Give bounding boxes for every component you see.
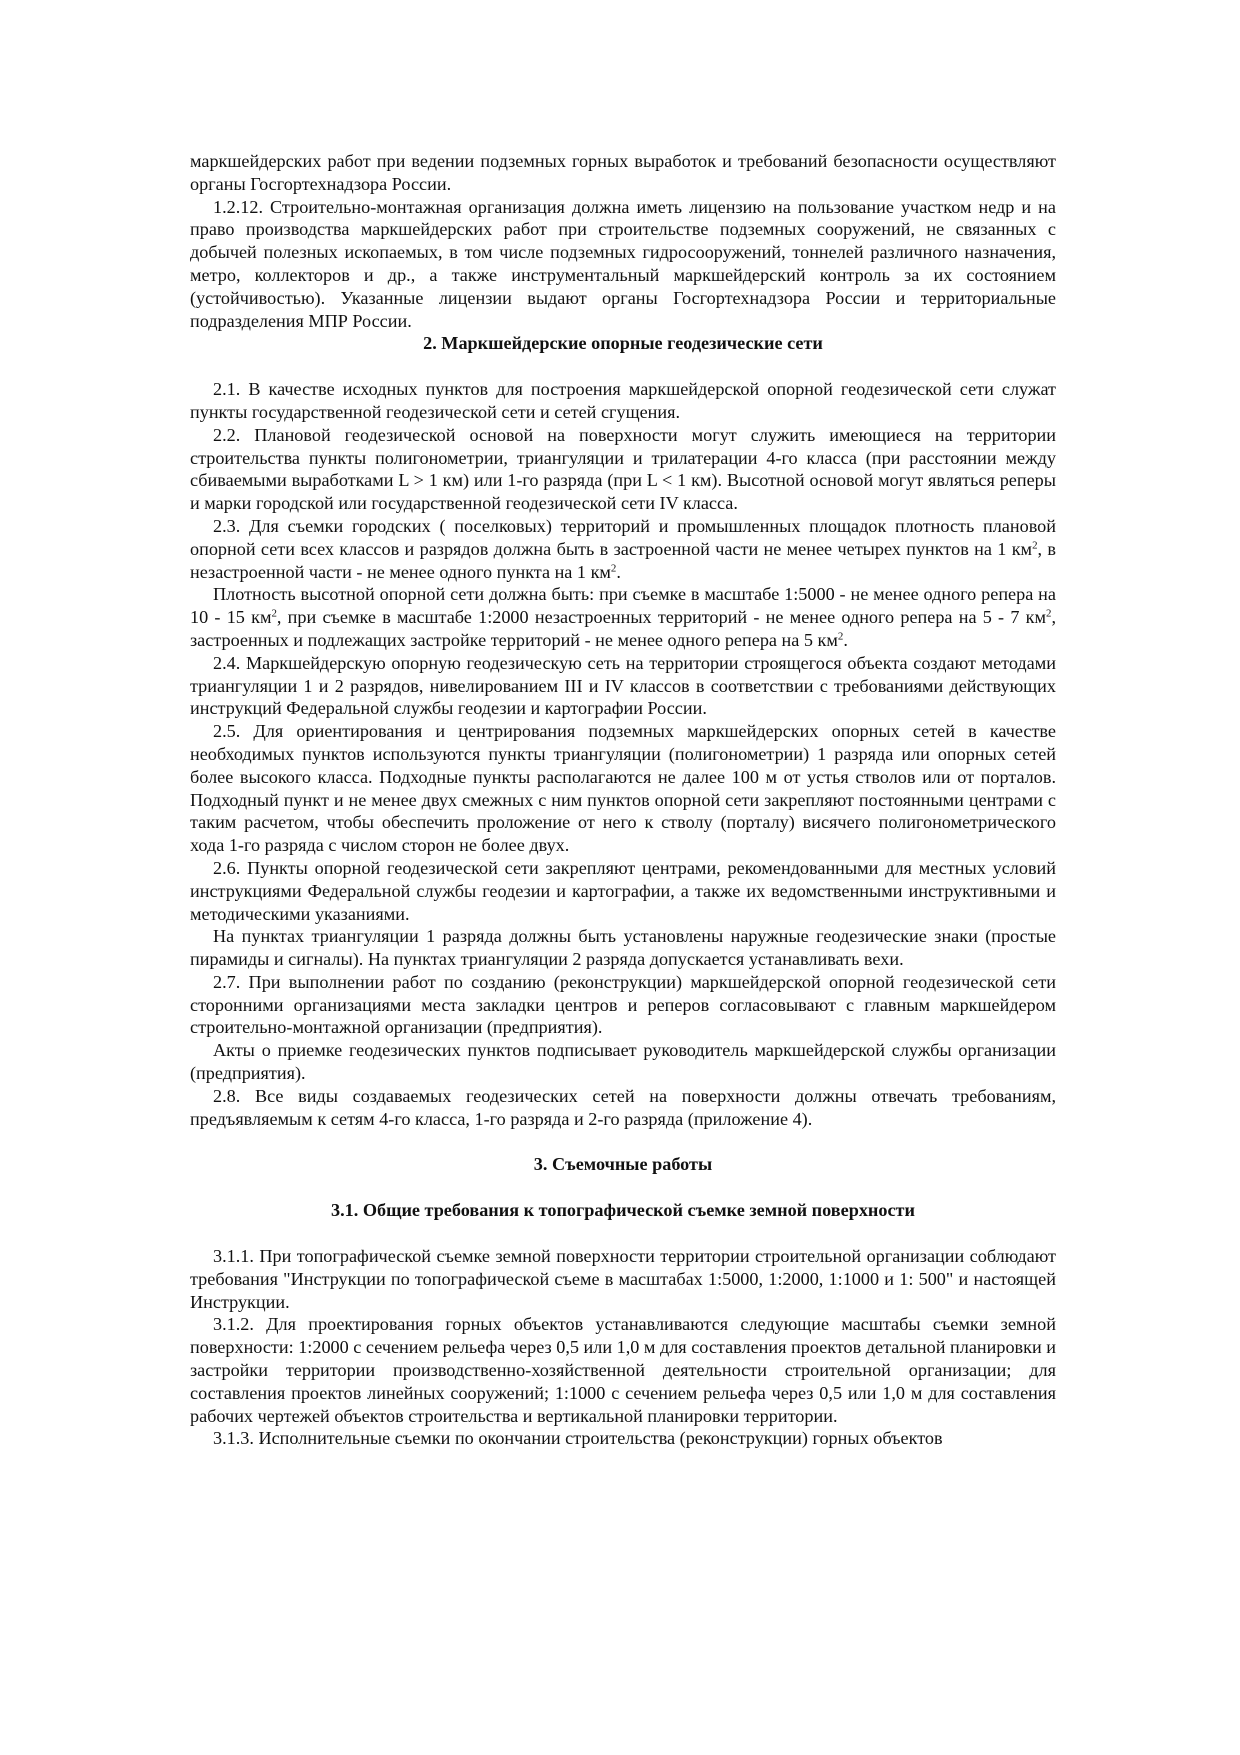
text-run: . bbox=[616, 561, 621, 582]
paragraph-2-7: 2.7. При выполнении работ по созданию (реконструкции) маркшейдерской опорной геодезической сети сторонними организациями места закладки центров и реперов согласовывают с главным маркшейдером строительно-монтажной организации (предприятия). bbox=[190, 971, 1056, 1038]
text-run: , в незастроенной части - не менее одного пункта на 1 км bbox=[190, 538, 1056, 582]
paragraph-1-2-12: 1.2.12. Строительно-монтажная организация должна иметь лицензию на пользование участком недр и на право производства маркшейдерских работ при строительстве подземных сооружений, не связанных с добычей полезных ископаемых, в том числе подземных гидросооружений, тоннелей различного назначения, метро, коллекторов и др., а также инструментальный маркшейдерский контроль за их состоянием (устойчивостью). Указанные лицензии выдают органы Госгортехнадзора России и территориальные подразделения МПР России. bbox=[190, 196, 1056, 331]
paragraph-2-1: 2.1. В качестве исходных пунктов для построения маркшейдерской опорной геодезической сети служат пункты государственной геодезической сети и сетей сгущения. bbox=[190, 379, 1056, 422]
text-run: , застроенных и подлежащих застройке территорий - не менее одного репера на 5 км bbox=[190, 607, 1056, 650]
text-run: . bbox=[843, 629, 848, 650]
paragraph-acts: Акты о приемке геодезических пунктов подписывает руководитель маркшейдерской службы организации (предприятия). bbox=[190, 1040, 1056, 1084]
text-run: Плотность высотной опорной сети должна быть: при съемке в масштабе 1:5000 - не менее одного репера на 10 - 15 км bbox=[190, 584, 1056, 628]
text-run: 2.3. Для съемки городских ( поселковых) территорий и промышленных площадок плотность плановой опорной сети всех классов и разрядов должна быть в застроенной части не менее четырех пунктов на 1 км bbox=[190, 515, 1056, 559]
text-run: , при съемке в масштабе 1:2000 незастроенных территорий - не менее одного репера на 5 - 7 км bbox=[276, 607, 1046, 628]
paragraph-2-4: 2.4. Маркшейдерскую опорную геодезическую сеть на территории строящегося объекта создают методами триангуляции 1 и 2 разрядов, нивелированием III и IV классов в соответствии с требованиями действующих инструкций Федеральной службы геодезии и картографии России. bbox=[190, 652, 1056, 719]
paragraph-2-8: 2.8. Все виды создаваемых геодезических сетей на поверхности должны отвечать требованиям, предъявляемым к сетям 4-го класса, 1-го разряда и 2-го разряда (приложение 4). bbox=[190, 1085, 1056, 1129]
paragraph-3-1-2: 3.1.2. Для проектирования горных объектов устанавливаются следующие масштабы съемки земной поверхности: 1:2000 с сечением рельефа через 0,5 или 1,0 м для составления проектов детальной планировки и застройки территории производственно-хозяйственной деятельности строительной организации; для составления проектов линейных сооружений; 1:1000 с сечением рельефа через 0,5 или 1,0 м для составления рабочих чертежей объектов строительства и вертикальной планировки территории. bbox=[190, 1314, 1056, 1426]
superscript: 2 bbox=[271, 607, 277, 620]
paragraph-2-6: 2.6. Пункты опорной геодезической сети закрепляют центрами, рекомендованными для местных условий инструкциями Федеральной службы геодезии и картографии, а также их ведомственными инструктивными и методическими указаниями. bbox=[190, 857, 1056, 924]
paragraph: маркшейдерских работ при ведении подземных горных выработок и требований безопасности осуществляют органы Госгортехнадзора России. bbox=[190, 151, 1056, 194]
superscript: 2 bbox=[837, 630, 844, 643]
paragraph-triangulation: На пунктах триангуляции 1 разряда должны быть установлены наружные геодезические знаки (простые пирамиды и сигналы). На пунктах триангуляции 2 разряда допускается устанавливать вехи. bbox=[190, 926, 1056, 970]
superscript: 2 bbox=[1032, 539, 1038, 552]
paragraph-2-5: 2.5. Для ориентирования и центрирования подземных маркшейдерских опорных сетей в качестве необходимых пунктов используются пункты триангуляции (полигонометрии) 1 разряда или опорных сетей более высокого класса. Подходные пункты располагаются не далее 100 м от устья стволов или от порталов. Подходный пункт и не менее двух смежных с ним пунктов опорной сети закрепляют постоянными центрами с таким расчетом, чтобы обеспечить проложение от него к стволу (порталу) висячего полигонометрического хода 1-го разряда с числом сторон не более двух. bbox=[190, 721, 1056, 856]
superscript: 2 bbox=[610, 562, 617, 574]
paragraph-3-1-3: 3.1.3. Исполнительные съемки по окончании строительства (реконструкции) горных объектов bbox=[213, 1428, 943, 1449]
paragraph-2-3 bbox=[190, 515, 1056, 583]
section-heading-2: 2. Маркшейдерские опорные геодезические сети bbox=[423, 333, 823, 354]
paragraph-3-1-1: 3.1.1. При топографической съемке земной поверхности территории строительной организации соблюдают требования "Инструкции по топографической съеме в масштабах 1:5000, 1:2000, 1:1000 и 1: 500" и настоящей Инструкции. bbox=[190, 1246, 1056, 1312]
superscript: 2 bbox=[1046, 607, 1052, 620]
section-heading-3: 3. Съемочные работы bbox=[533, 1154, 713, 1175]
paragraph-density bbox=[190, 583, 1056, 651]
document-page bbox=[190, 150, 1056, 1450]
paragraph-2-2: 2.2. Плановой геодезической основой на поверхности могут служить имеющиеся на территории строительства пункты полигонометрии, триангуляции и трилатерации 4-го класса (при расстоянии между сбиваемыми выработками L > 1 км) или 1-го разряда (при L < 1 км). Высотной основой могут являться реперы и марки городской или государственной геодезической сети IV класса. bbox=[190, 424, 1056, 514]
subsection-heading-3-1: 3.1. Общие требования к топографической съемке земной поверхности bbox=[331, 1200, 915, 1221]
